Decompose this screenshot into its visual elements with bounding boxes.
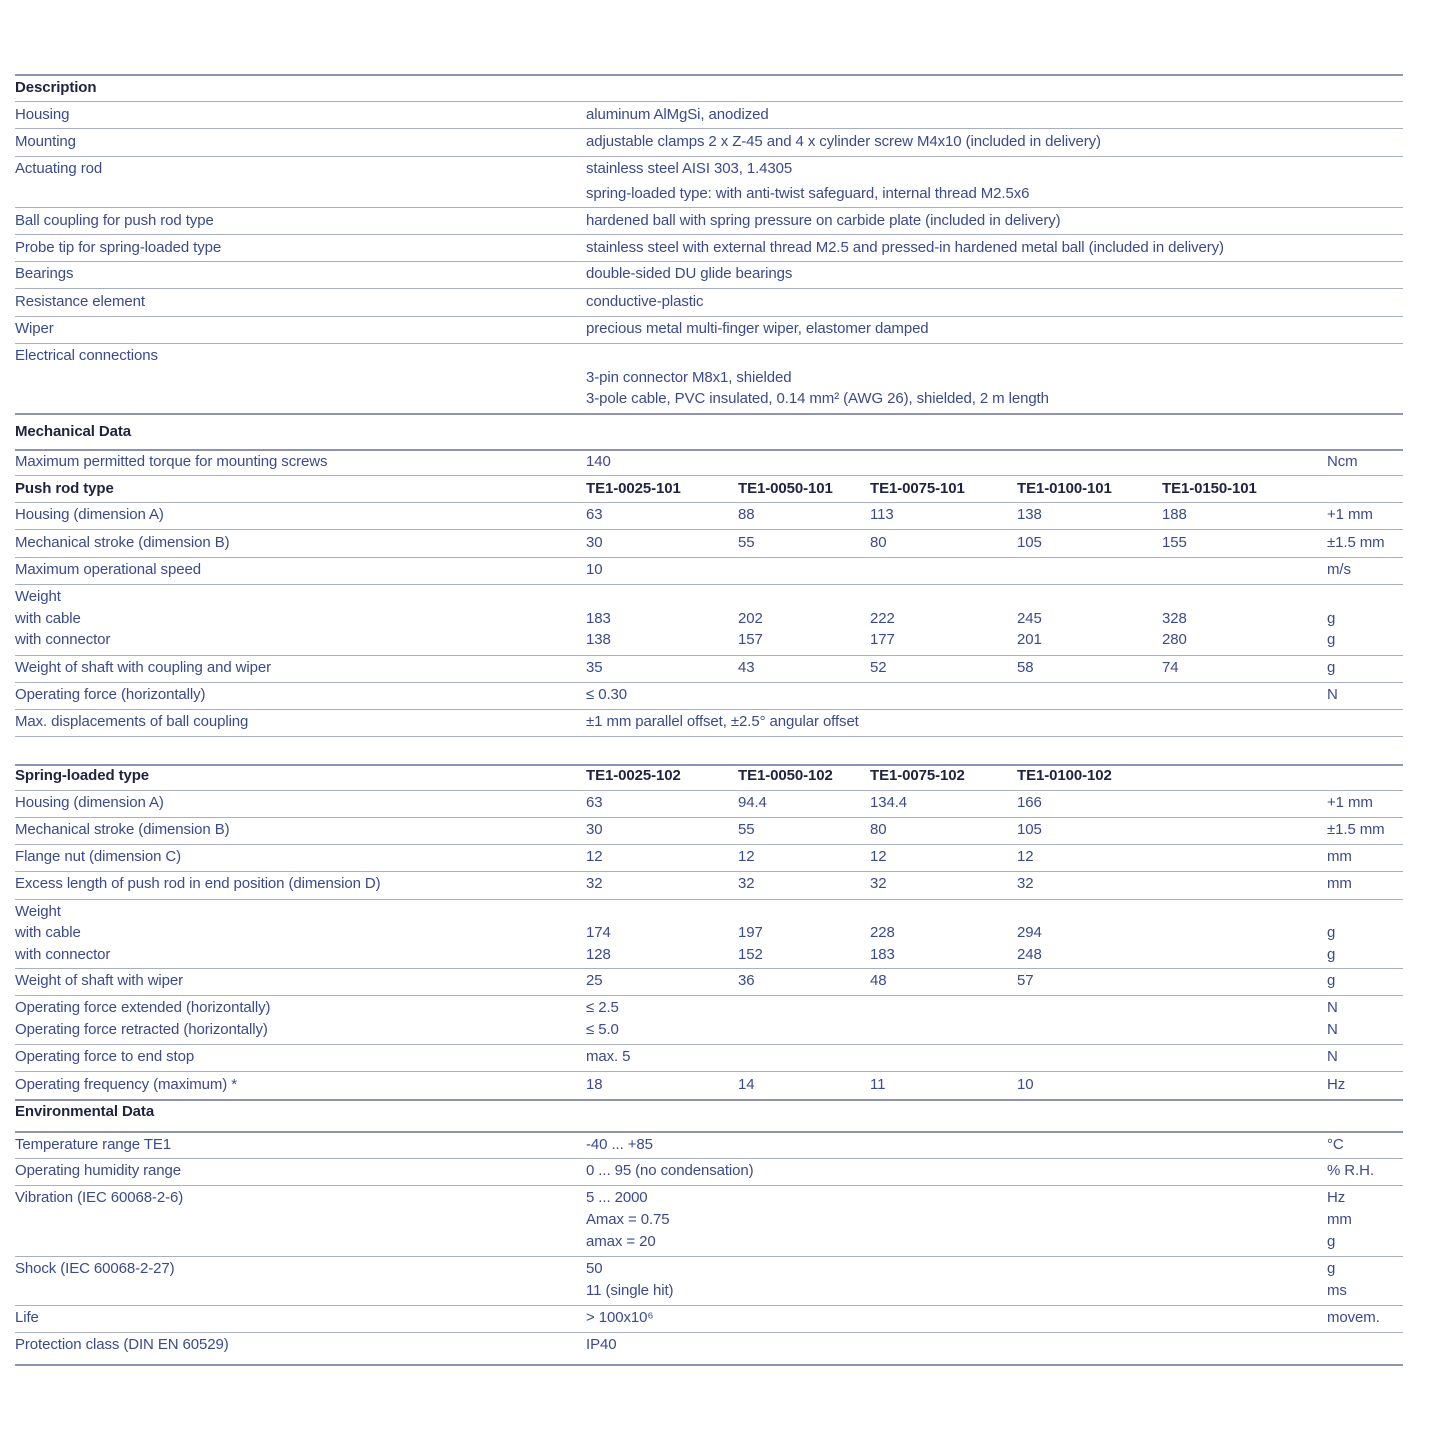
spec-value: 183 [870, 946, 895, 963]
row-divider [15, 557, 1403, 558]
spec-label: Housing [15, 106, 70, 123]
spec-label: Excess length of push rod in end position (dimension D) [15, 875, 381, 892]
spec-value: 166 [1017, 794, 1042, 811]
spec-value: 134.4 [870, 794, 908, 811]
spec-value: 11 (single hit) [586, 1282, 674, 1299]
spec-label: Mechanical stroke (dimension B) [15, 821, 230, 838]
spec-value: 94.4 [738, 794, 767, 811]
spec-unit: ±1.5 mm [1327, 534, 1385, 551]
spec-value: 30 [586, 821, 603, 838]
spec-value: 188 [1162, 506, 1187, 523]
spec-unit: Ncm [1327, 453, 1358, 470]
section-heading: TE1-0025-102 [586, 767, 681, 784]
spec-unit: mm [1327, 848, 1352, 865]
spec-value: -40 ... +85 [586, 1136, 653, 1153]
spec-unit: mm [1327, 875, 1352, 892]
spec-value: 43 [738, 659, 755, 676]
spec-label: Weight of shaft with coupling and wiper [15, 659, 271, 676]
spec-value: IP40 [586, 1336, 617, 1353]
spec-value: ≤ 5.0 [586, 1021, 619, 1038]
spec-unit: N [1327, 686, 1338, 703]
spec-unit: g [1327, 659, 1336, 676]
row-divider [15, 234, 1403, 235]
row-divider [15, 1364, 1403, 1366]
spec-label: Resistance element [15, 293, 145, 310]
spec-label: Actuating rod [15, 160, 103, 177]
row-divider [15, 1305, 1403, 1306]
row-divider [15, 1071, 1403, 1072]
spec-label: Wiper [15, 320, 54, 337]
row-divider [15, 655, 1403, 656]
spec-unit: g [1327, 924, 1336, 941]
spec-value: 52 [870, 659, 887, 676]
spec-unit: mm [1327, 1211, 1352, 1228]
section-heading: Environmental Data [15, 1103, 155, 1120]
spec-value: 197 [738, 924, 763, 941]
spec-value: aluminum AlMgSi, anodized [586, 106, 769, 123]
row-divider [15, 1158, 1403, 1159]
spec-value: 36 [738, 972, 755, 989]
spec-unit: °C [1327, 1136, 1344, 1153]
spec-value: 128 [586, 946, 611, 963]
spec-value: ≤ 2.5 [586, 999, 619, 1016]
spec-value: 63 [586, 506, 603, 523]
spec-label: Life [15, 1309, 39, 1326]
section-heading: Mechanical Data [15, 423, 132, 440]
spec-value: 3-pin connector M8x1, shielded [586, 369, 792, 386]
row-divider [15, 156, 1403, 157]
spec-value: spring-loaded type: with anti-twist safeguard, internal thread M2.5x6 [586, 185, 1030, 202]
spec-value: 294 [1017, 924, 1042, 941]
spec-unit: ±1.5 mm [1327, 821, 1385, 838]
spec-unit: g [1327, 610, 1336, 627]
spec-value: 32 [1017, 875, 1034, 892]
row-divider [15, 764, 1403, 766]
spec-label: Vibration (IEC 60068-2-6) [15, 1189, 184, 1206]
spec-value: 63 [586, 794, 603, 811]
spec-value: 248 [1017, 946, 1042, 963]
spec-value: 58 [1017, 659, 1034, 676]
spec-value: 0 ... 95 (no condensation) [586, 1162, 754, 1179]
row-divider [15, 844, 1403, 845]
spec-value: amax = 20 [586, 1233, 656, 1250]
section-heading: Push rod type [15, 480, 114, 497]
row-divider [15, 1099, 1403, 1101]
spec-value: 201 [1017, 631, 1042, 648]
spec-value: 14 [738, 1076, 755, 1093]
row-divider [15, 1256, 1403, 1257]
section-heading: TE1-0050-101 [738, 480, 833, 497]
row-divider [15, 790, 1403, 791]
spec-value: 12 [1017, 848, 1034, 865]
spec-value: 222 [870, 610, 895, 627]
spec-value: 328 [1162, 610, 1187, 627]
spec-label: Bearings [15, 265, 74, 282]
spec-value: 280 [1162, 631, 1187, 648]
spec-label: Maximum operational speed [15, 561, 201, 578]
spec-value: 50 [586, 1260, 603, 1277]
spec-unit: g [1327, 631, 1336, 648]
row-divider [15, 128, 1403, 129]
spec-unit: ms [1327, 1282, 1347, 1299]
spec-label: Flange nut (dimension C) [15, 848, 182, 865]
spec-value: ≤ 0.30 [586, 686, 627, 703]
spec-label: Housing (dimension A) [15, 794, 164, 811]
spec-label: Electrical connections [15, 347, 158, 364]
spec-unit: N [1327, 999, 1338, 1016]
spec-value: stainless steel AISI 303, 1.4305 [586, 160, 793, 177]
spec-unit: +1 mm [1327, 794, 1373, 811]
spec-value: Amax = 0.75 [586, 1211, 670, 1228]
spec-value: 228 [870, 924, 895, 941]
row-divider [15, 207, 1403, 208]
spec-label: with connector [15, 946, 111, 963]
section-heading: Description [15, 79, 97, 96]
spec-value: 138 [586, 631, 611, 648]
spec-unit: +1 mm [1327, 506, 1373, 523]
row-divider [15, 74, 1403, 76]
spec-value: 177 [870, 631, 895, 648]
row-divider [15, 968, 1403, 969]
row-divider [15, 995, 1403, 996]
row-divider [15, 1131, 1403, 1133]
spec-value: 80 [870, 821, 887, 838]
spec-label: Weight of shaft with wiper [15, 972, 184, 989]
spec-value: 12 [870, 848, 887, 865]
row-divider [15, 475, 1403, 476]
spec-value: 12 [586, 848, 603, 865]
row-divider [15, 584, 1403, 585]
spec-unit: Hz [1327, 1076, 1346, 1093]
spec-value: 183 [586, 610, 611, 627]
spec-unit: m/s [1327, 561, 1351, 578]
spec-value: 80 [870, 534, 887, 551]
row-divider [15, 899, 1403, 900]
spec-value: 202 [738, 610, 763, 627]
spec-label: Operating frequency (maximum) * [15, 1076, 237, 1093]
spec-value: 88 [738, 506, 755, 523]
row-divider [15, 449, 1403, 451]
spec-value: 32 [870, 875, 887, 892]
spec-unit: g [1327, 972, 1336, 989]
spec-value: 55 [738, 821, 755, 838]
section-heading: TE1-0075-102 [870, 767, 965, 784]
spec-unit: Hz [1327, 1189, 1346, 1206]
spec-value: double-sided DU glide bearings [586, 265, 793, 282]
spec-value: 138 [1017, 506, 1042, 523]
row-divider [15, 682, 1403, 683]
spec-label: Mounting [15, 133, 76, 150]
spec-value: conductive-plastic [586, 293, 704, 310]
spec-value: 140 [586, 453, 611, 470]
spec-label: Maximum permitted torque for mounting screws [15, 453, 328, 470]
row-divider [15, 529, 1403, 530]
spec-label: with connector [15, 631, 111, 648]
spec-value: 3-pole cable, PVC insulated, 0.14 mm² (AWG 26), shielded, 2 m length [586, 390, 1049, 407]
spec-value: 55 [738, 534, 755, 551]
spec-value: 157 [738, 631, 763, 648]
spec-value: 174 [586, 924, 611, 941]
spec-unit: N [1327, 1048, 1338, 1065]
spec-unit: g [1327, 1233, 1336, 1250]
spec-value: 105 [1017, 534, 1042, 551]
spec-unit: movem. [1327, 1309, 1380, 1326]
spec-value: 30 [586, 534, 603, 551]
row-divider [15, 736, 1403, 737]
spec-unit: g [1327, 946, 1336, 963]
spec-value: 245 [1017, 610, 1042, 627]
spec-value: 48 [870, 972, 887, 989]
section-heading: TE1-0150-101 [1162, 480, 1257, 497]
spec-label: Operating force extended (horizontally) [15, 999, 271, 1016]
row-divider [15, 343, 1403, 344]
spec-value: 74 [1162, 659, 1179, 676]
spec-value: 10 [586, 561, 603, 578]
spec-label: Probe tip for spring-loaded type [15, 239, 222, 256]
spec-value: ±1 mm parallel offset, ±2.5° angular offset [586, 713, 859, 730]
row-divider [15, 502, 1403, 503]
spec-unit: N [1327, 1021, 1338, 1038]
section-heading: TE1-0025-101 [586, 480, 681, 497]
spec-value: 18 [586, 1076, 603, 1093]
spec-value: 5 ... 2000 [586, 1189, 648, 1206]
spec-label: Operating force (horizontally) [15, 686, 206, 703]
spec-value: max. 5 [586, 1048, 631, 1065]
section-heading: TE1-0050-102 [738, 767, 833, 784]
spec-label: Ball coupling for push rod type [15, 212, 214, 229]
row-divider [15, 288, 1403, 289]
row-divider [15, 871, 1403, 872]
row-divider [15, 817, 1403, 818]
spec-label: Weight [15, 588, 61, 605]
spec-label: Housing (dimension A) [15, 506, 164, 523]
spec-label: with cable [15, 924, 81, 941]
spec-value: > 100x10⁶ [586, 1309, 654, 1326]
spec-value: 32 [738, 875, 755, 892]
row-divider [15, 1332, 1403, 1333]
spec-value: 152 [738, 946, 763, 963]
spec-label: Shock (IEC 60068-2-27) [15, 1260, 175, 1277]
spec-unit: g [1327, 1260, 1336, 1277]
spec-unit: % R.H. [1327, 1162, 1374, 1179]
spec-label: Max. displacements of ball coupling [15, 713, 249, 730]
spec-value: 11 [870, 1076, 886, 1093]
row-divider [15, 1185, 1403, 1186]
spec-value: 25 [586, 972, 603, 989]
row-divider [15, 261, 1403, 262]
row-divider [15, 413, 1403, 415]
spec-value: 113 [870, 506, 894, 523]
spec-value: 105 [1017, 821, 1042, 838]
spec-label: Protection class (DIN EN 60529) [15, 1336, 229, 1353]
row-divider [15, 101, 1403, 102]
spec-value: 35 [586, 659, 603, 676]
section-heading: TE1-0100-102 [1017, 767, 1112, 784]
section-heading: TE1-0075-101 [870, 480, 965, 497]
spec-value: 12 [738, 848, 755, 865]
spec-value: precious metal multi-finger wiper, elastomer damped [586, 320, 929, 337]
spec-value: 57 [1017, 972, 1034, 989]
spec-value: 10 [1017, 1076, 1034, 1093]
row-divider [15, 1044, 1403, 1045]
spec-value: adjustable clamps 2 x Z-45 and 4 x cylinder screw M4x10 (included in delivery) [586, 133, 1101, 150]
spec-label: Operating force to end stop [15, 1048, 195, 1065]
spec-label: Weight [15, 903, 61, 920]
spec-value: 32 [586, 875, 603, 892]
spec-label: Operating humidity range [15, 1162, 182, 1179]
spec-label: Temperature range TE1 [15, 1136, 172, 1153]
spec-label: Mechanical stroke (dimension B) [15, 534, 230, 551]
spec-label: Operating force retracted (horizontally) [15, 1021, 268, 1038]
row-divider [15, 709, 1403, 710]
spec-value: hardened ball with spring pressure on carbide plate (included in delivery) [586, 212, 1061, 229]
section-heading: Spring-loaded type [15, 767, 150, 784]
spec-value: stainless steel with external thread M2.5 and pressed-in hardened metal ball (included in delivery) [586, 239, 1224, 256]
row-divider [15, 316, 1403, 317]
section-heading: TE1-0100-101 [1017, 480, 1112, 497]
spec-label: with cable [15, 610, 81, 627]
spec-value: 155 [1162, 534, 1187, 551]
